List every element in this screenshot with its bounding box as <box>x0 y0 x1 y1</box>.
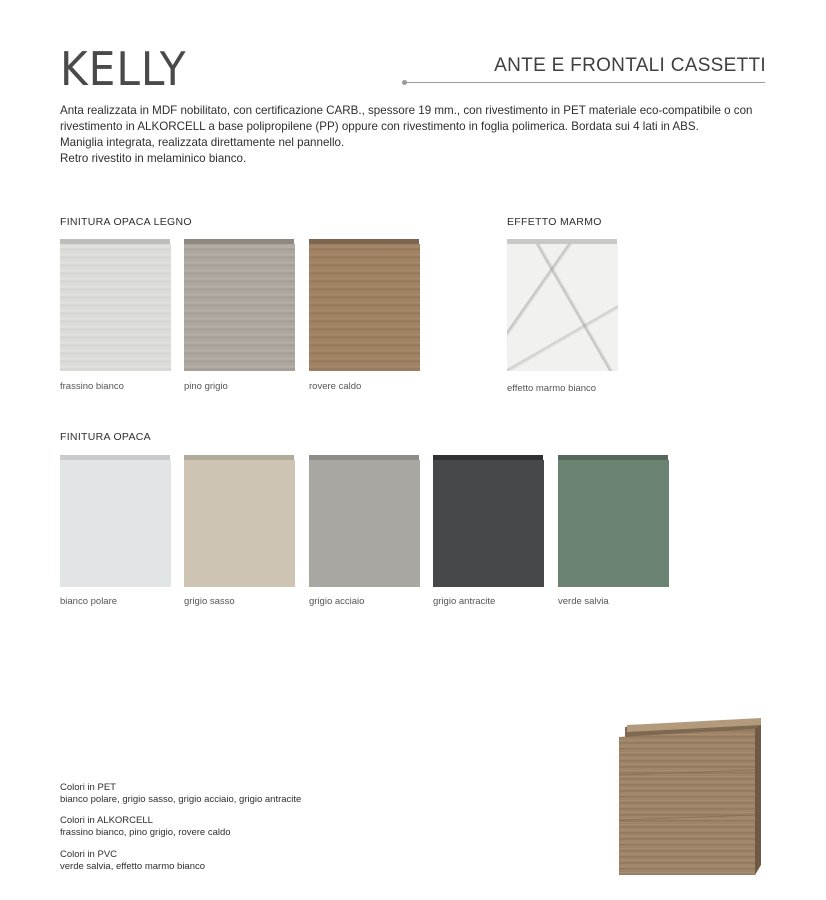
intro-line: Anta realizzata in MDF nobilitato, con certificazione CARB., spessore 19 mm., con rivestimento in PET materiale eco-compatibile o con rivestimento in ALKORCELL a base polipropilene (PP) oppure con rivestimento in foglia polimerica. Bordata sui 4 lati in ABS. <box>60 104 753 133</box>
note-title: Colori in PVC <box>60 849 118 860</box>
note-pvc <box>60 849 205 873</box>
swatch-face <box>309 460 420 587</box>
swatch-label: rovere caldo <box>309 381 362 392</box>
swatch-grigio-antracite[interactable] <box>433 455 544 587</box>
page-title: KELLY <box>60 42 187 96</box>
swatch-label: verde salvia <box>558 596 609 607</box>
swatch-label: pino grigio <box>184 381 228 392</box>
swatch-verde-salvia[interactable] <box>558 455 669 587</box>
swatch-bianco-polare[interactable] <box>60 455 171 587</box>
group-label-marble: EFFETTO MARMO <box>507 216 602 228</box>
note-alkorcell <box>60 815 231 839</box>
swatch-face <box>60 460 171 587</box>
swatch-pino-grigio[interactable] <box>184 239 295 371</box>
intro-line: Maniglia integrata, realizzata direttamente nel pannello. <box>60 136 345 149</box>
swatch-frassino-bianco[interactable] <box>60 239 171 371</box>
swatch-face <box>60 244 171 371</box>
divider-line <box>405 82 765 83</box>
swatch-face <box>507 244 618 371</box>
swatch-label: bianco polare <box>60 596 118 607</box>
swatch-face <box>184 460 295 587</box>
note-text: frassino bianco, pino grigio, rovere caldo <box>60 827 231 838</box>
swatch-label: effetto marmo bianco <box>507 383 597 394</box>
swatch-grigio-sasso[interactable] <box>184 455 295 587</box>
swatch-label: grigio acciaio <box>309 596 365 607</box>
door-side-edge <box>755 725 761 875</box>
intro-line: Retro rivestito in melaminico bianco. <box>60 152 247 165</box>
intro-text <box>60 103 770 167</box>
swatch-face <box>558 460 669 587</box>
swatch-face <box>309 244 420 371</box>
section-title: ANTE E FRONTALI CASSETTI <box>494 55 766 76</box>
note-text: verde salvia, effetto marmo bianco <box>60 861 206 872</box>
note-text: bianco polare, grigio sasso, grigio acciaio, grigio antracite <box>60 794 302 805</box>
group-label-matte: FINITURA OPACA <box>60 431 151 443</box>
door-front-panel <box>619 729 755 875</box>
swatch-grigio-acciaio[interactable] <box>309 455 420 587</box>
note-pet <box>60 782 301 806</box>
note-title: Colori in PET <box>60 782 116 793</box>
swatch-label: grigio antracite <box>433 596 496 607</box>
swatch-rovere-caldo[interactable] <box>309 239 420 371</box>
swatch-label: grigio sasso <box>184 596 235 607</box>
note-title: Colori in ALKORCELL <box>60 815 153 826</box>
swatch-effetto-marmo-bianco[interactable] <box>507 239 618 371</box>
group-label-wood: FINITURA OPACA LEGNO <box>60 216 192 228</box>
swatch-face <box>184 244 295 371</box>
door-sample-image <box>615 715 767 875</box>
swatch-label: frassino bianco <box>60 381 124 392</box>
swatch-face <box>433 460 544 587</box>
